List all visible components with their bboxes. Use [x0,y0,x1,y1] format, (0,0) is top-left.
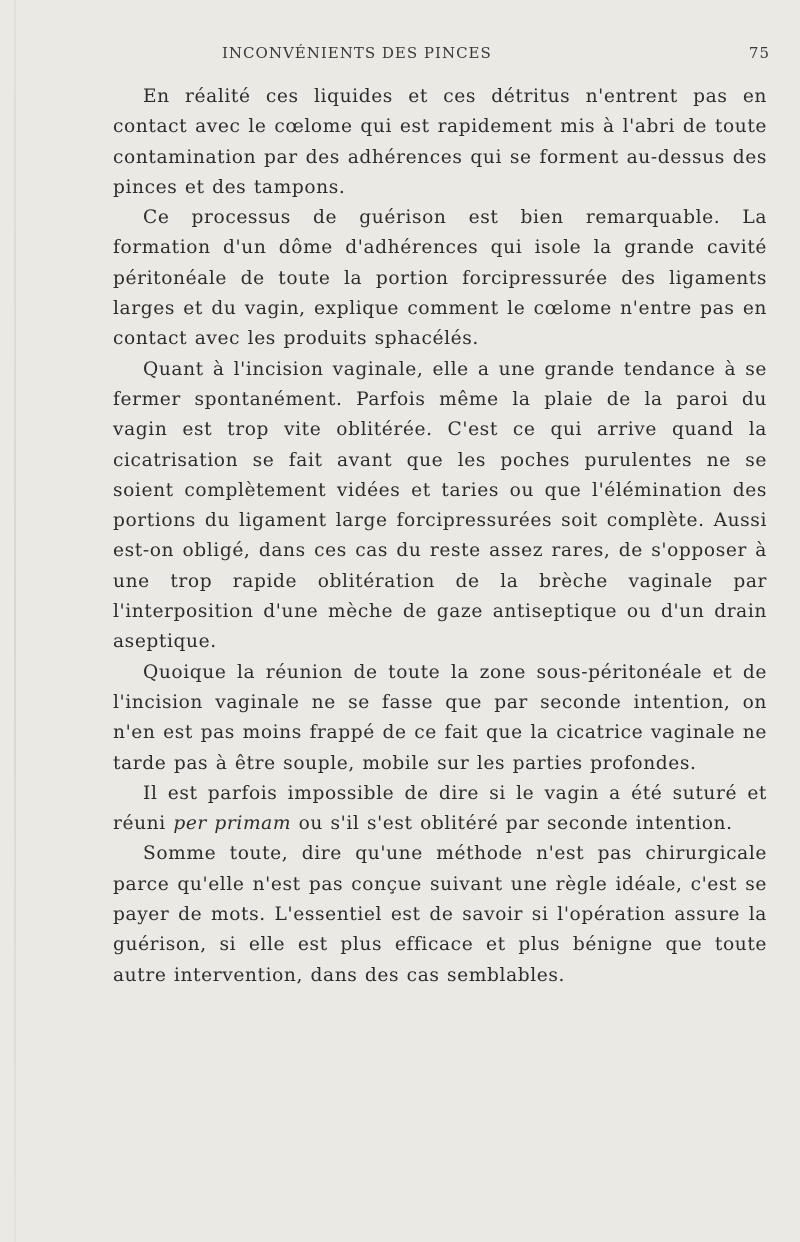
paragraph-5-after: ou s'il s'est oblitéré par seconde intention. [291,813,733,835]
body-text [113,82,767,991]
page-gutter [14,0,16,1242]
paragraph-5 [113,779,767,840]
latin-phrase: per primam [173,813,292,835]
paragraph-1: En réalité ces liquides et ces détritus n'entrent pas en contact avec le cœlome qui est rapidement mis à l'abri de toute contamination par des adhérences qui se forment au-dessus des pinces et des tampons. [113,86,767,198]
paragraph-6: Somme toute, dire qu'une méthode n'est pas chirurgicale parce qu'elle n'est pas conçue suivant une règle idéale, c'est se payer de mots. L'essentiel est de savoir si l'opération assure la guérison, si elle est plus efficace et plus bénigne que toute autre intervention, dans des cas semblables. [113,843,767,986]
paragraph-4: Quoique la réunion de toute la zone sous-péritonéale et de l'incision vaginale ne se fasse que par seconde intention, on n'en est pas moins frappé de ce fait que la cicatrice vaginale ne tarde pas à être souple, mobile sur les parties profondes. [113,661,767,774]
paragraph-3: Quant à l'incision vaginale, elle a une grande tendance à se fermer spontanément. Parfois même la plaie de la paroi du vagin est trop vite oblitérée. C'est ce qui arrive quand la cicatrisation se fait avant que les poches purulentes ne se soient complètement vidées et taries ou que l'élémination des portions du ligament large forcipressurées soit complète. Aussi est-on obligé, dans ces cas du reste assez rares, de s'opposer à une trop rapide oblitération de la brèche vaginale par l'interposition d'une mèche de gaze antiseptique ou d'un drain aseptique. [113,358,767,653]
running-header [110,44,770,68]
running-title: INCONVÉNIENTS DES PINCES [222,44,492,62]
paragraph-2: Ce processus de guérison est bien remarquable. La formation d'un dôme d'adhérences qui isole la grande cavité péritonéale de toute la portion forcipressurée des ligaments larges et du vagin, explique comment le cœlome n'entre pas en contact avec les produits sphacélés. [113,207,767,350]
page-number: 75 [748,44,770,62]
paragraph-5-before: Il est parfois impossible de dire si le vagin a été suturé et réuni [113,782,767,835]
